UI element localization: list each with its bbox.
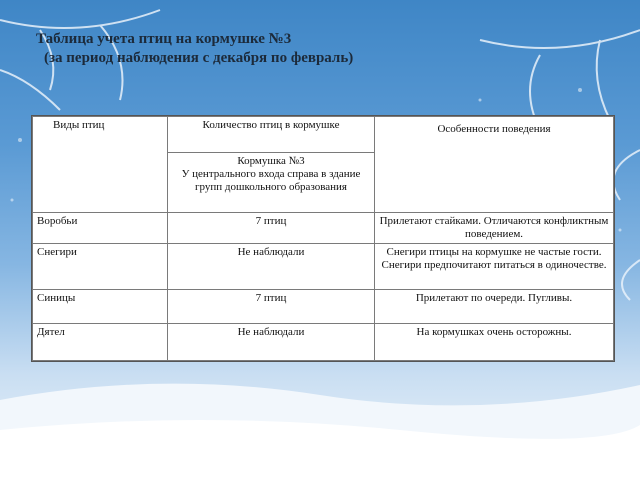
row-count: Не наблюдали [168,244,375,290]
header-species: Виды птиц [33,117,168,213]
row-species: Воробьи [33,213,168,244]
row-count: Не наблюдали [168,324,375,361]
title-line-2: (за период наблюдения с декабря по февраль) [44,50,354,66]
table-row [33,244,614,290]
feeder-name: Кормушка №3 [237,155,305,167]
bird-table [32,116,614,361]
table-row [33,324,614,361]
row-behavior: На кормушках очень осторожны. [375,324,614,361]
row-species: Дятел [33,324,168,361]
row-species: Синицы [33,290,168,324]
row-behavior: Прилетают по очереди. Пугливы. [375,290,614,324]
header-feeder [168,153,375,213]
row-behavior: Прилетают стайками. Отличаются конфликтным поведением. [375,213,614,244]
table-row [33,213,614,244]
bird-table-container [31,115,615,362]
title-line-1: Таблица учета птиц на кормушке №3 [36,31,292,47]
table-row [33,290,614,324]
row-count: 7 птиц [168,290,375,324]
page-title [36,30,596,68]
row-count: 7 птиц [168,213,375,244]
table-header-row [33,117,614,153]
row-behavior: Снегири птицы на кормушке не частые гости. Снегири предпочитают питаться в одиночестве. [375,244,614,290]
row-species: Снегири [33,244,168,290]
header-count: Количество птиц в кормушке [168,117,375,153]
feeder-location: У центрального входа справа в здание групп дошкольного образования [181,168,361,193]
header-behavior: Особенности поведения [375,117,614,213]
